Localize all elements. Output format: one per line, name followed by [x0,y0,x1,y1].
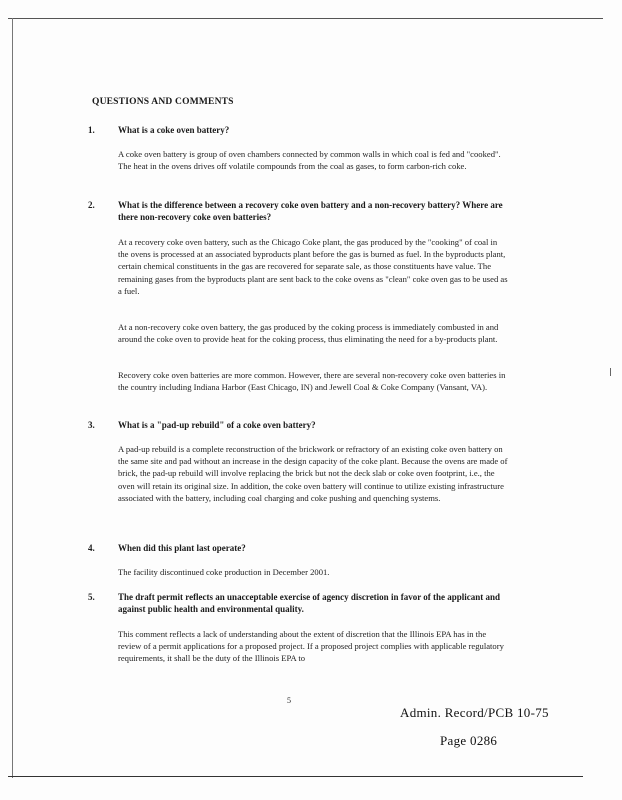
scan-border-bottom [8,776,583,777]
question-number: 5. [88,592,95,602]
question-text: What is a "pad-up rebuild" of a coke oven battery? [118,420,316,430]
answer-paragraph: This comment reflects a lack of understanding about the extent of discretion that the Illinois EPA has in the review of a permit applications for a proposed project. If a proposed project complies with applicable regulatory requirements, it shall be the duty of the Illinois EPA to [118,629,504,664]
question-number: 4. [88,543,95,553]
answer-paragraph: At a non-recovery coke oven battery, the gas produced by the coking process is immediately combusted in and around the coke oven to provide heat for the coking process, thus eliminating the need for a by-products plant. [118,322,499,345]
page-stamp: Page 0286 [440,733,498,748]
question-text: The draft permit reflects an unacceptable exercise of agency discretion in favor of the applicant and against public health and environmental quality. [118,592,501,614]
scan-mark [610,368,611,376]
answer-paragraph: A pad-up rebuild is a complete reconstruction of the brickwork or refractory of an existing coke oven battery on the same site and pad without an increase in the design capacity of the coke plant. Because the ovens are made of brick, the pad-up rebuild will involve replacing the brick but not the deck slab or coke oven footprint, i.e., the oven will retain its original size. In addition, the coke oven battery will continue to utilize existing infrastructure associated with the battery, including coal charging and coke pushing and quenching systems. [118,444,508,503]
question-number: 1. [88,125,95,135]
admin-record-stamp: Admin. Record/PCB 10-75 [400,705,549,720]
answer-paragraph: Recovery coke oven batteries are more common. However, there are several non-recovery coke oven batteries in the country including Indiana Harbor (East Chicago, IN) and Jewell Coal & Coke Company (Vansant, VA). [118,370,506,393]
answer-5 [118,628,508,665]
answer-4 [118,566,508,578]
answer-2c [118,369,508,393]
answer-paragraph: At a recovery coke oven battery, such as the Chicago Coke plant, the gas produced by the "cooking" of coal in the ovens is processed at an associated byproducts plant before the gas is burned as fuel. In the byproducts plant, certain chemical constituents in the gas are recovered for separate sale, as those constituents have value. The remaining gases from the byproducts plant are sent back to the coke ovens as "clean" coke oven gas to be used as a fuel. [118,237,508,296]
answer-paragraph: The facility discontinued coke production in December 2001. [118,567,330,577]
page-number: 5 [287,696,291,705]
question-text: When did this plant last operate? [118,543,246,553]
section-heading: QUESTIONS AND COMMENTS [92,97,234,107]
question-text: What is a coke oven battery? [118,125,230,135]
question-number: 3. [88,420,95,430]
answer-2a [118,236,508,297]
answer-2b [118,321,508,345]
answer-3 [118,443,508,504]
answer-1 [118,148,508,172]
question-text: What is the difference between a recovery coke oven battery and a non-recovery battery? Where are there non-recovery coke oven batteries? [118,200,503,222]
scan-border-top [8,18,603,19]
question-number: 2. [88,200,95,210]
scan-border-left [12,18,13,778]
answer-paragraph: A coke oven battery is group of oven chambers connected by common walls in which coal is fed and "cooked". The heat in the ovens drives off volatile compounds from the coal as gases, to form carbon-rich coke. [118,149,501,172]
